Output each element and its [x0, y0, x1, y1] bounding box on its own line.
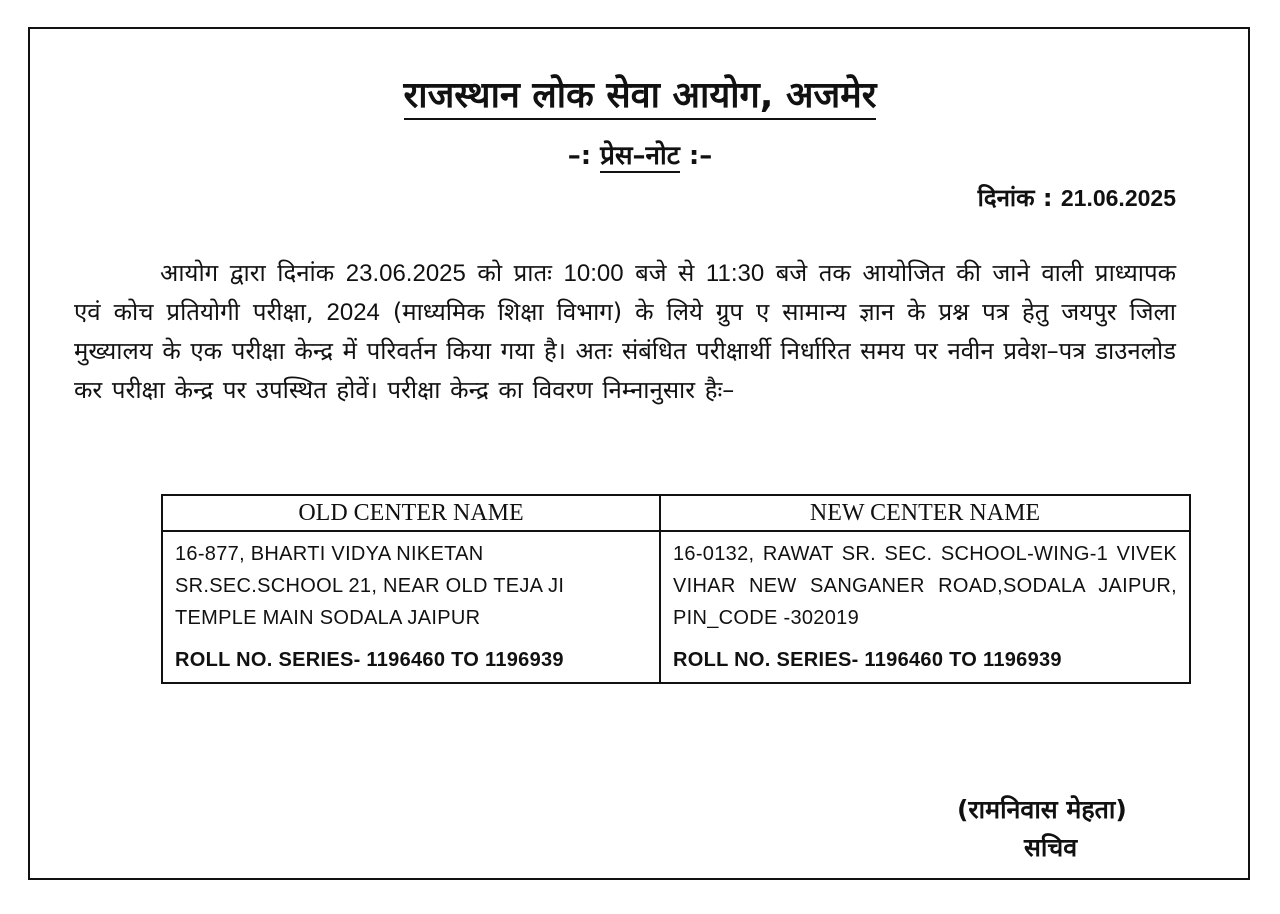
new-center-address: 16-0132, RAWAT SR. SEC. SCHOOL-WING-1 VIVEK VIHAR NEW SANGANER ROAD,SODALA JAIPUR, PIN_CODE -302019: [673, 543, 1177, 629]
date-label: दिनांक :: [977, 184, 1061, 212]
press-note-body: [74, 254, 1176, 410]
commission-name: राजस्थान लोक सेवा आयोग, अजमेर: [404, 75, 877, 120]
end-time: 11:30: [705, 260, 765, 287]
subtitle-suffix: :–: [679, 141, 713, 171]
old-center-roll-series: ROLL NO. SERIES- 1196460 TO 1196939: [175, 649, 564, 671]
table-header-row: [162, 495, 1190, 531]
new-center-header: NEW CENTER NAME: [660, 495, 1190, 531]
subtitle-text: प्रेस–नोट: [600, 141, 680, 171]
page-title: [0, 72, 1280, 120]
press-note-date: [978, 178, 1176, 218]
date-value: 21.06.2025: [1060, 185, 1176, 211]
new-center-cell: [660, 531, 1190, 683]
table-row: [162, 531, 1190, 683]
start-time: 10:00: [563, 260, 624, 287]
body-part-2: को प्रातः: [465, 259, 564, 287]
body-part-5: (माध्यमिक शिक्षा विभाग) के लिये ग्रुप ए सामान्य ज्ञान के प्रश्न पत्र हेतु जयपुर जिला मुख्यालय के एक परीक्षा केन्द्र में परिवर्तन किया गया है। अतः संबंधित परीक्षार्थी निर्धारित समय पर नवीन प्रवेश–पत्र डाउनलोड कर परीक्षा केन्द्र पर उपस्थित होवें। परीक्षा केन्द्र का विवरण निम्नानुसार हैः–: [74, 298, 1177, 404]
body-part-1: आयोग द्वारा दिनांक: [160, 259, 346, 287]
old-center-address: 16-877, BHARTI VIDYA NIKETAN SR.SEC.SCHOOL 21, NEAR OLD TEJA JI TEMPLE MAIN SODALA JAIPUR: [175, 543, 565, 629]
signatory-designation: सचिव: [1024, 833, 1078, 862]
center-change-table: [161, 494, 1191, 684]
exam-date: 23.06.2025: [345, 260, 466, 287]
exam-year: 2024: [326, 299, 380, 326]
signatory-name: (रामनिवास मेहता): [957, 795, 1127, 824]
old-center-header: OLD CENTER NAME: [162, 495, 660, 531]
subtitle-prefix: –:: [567, 141, 601, 171]
new-center-roll-series: ROLL NO. SERIES- 1196460 TO 1196939: [673, 649, 1062, 671]
body-part-4: बजे तक आयोजित की जाने वाली प्राध्यापक एवं कोच प्रतियोगी परीक्षा,: [74, 259, 1177, 326]
body-part-3: बजे से: [623, 259, 706, 287]
press-note-heading: [0, 136, 1280, 176]
old-center-cell: [162, 531, 660, 683]
